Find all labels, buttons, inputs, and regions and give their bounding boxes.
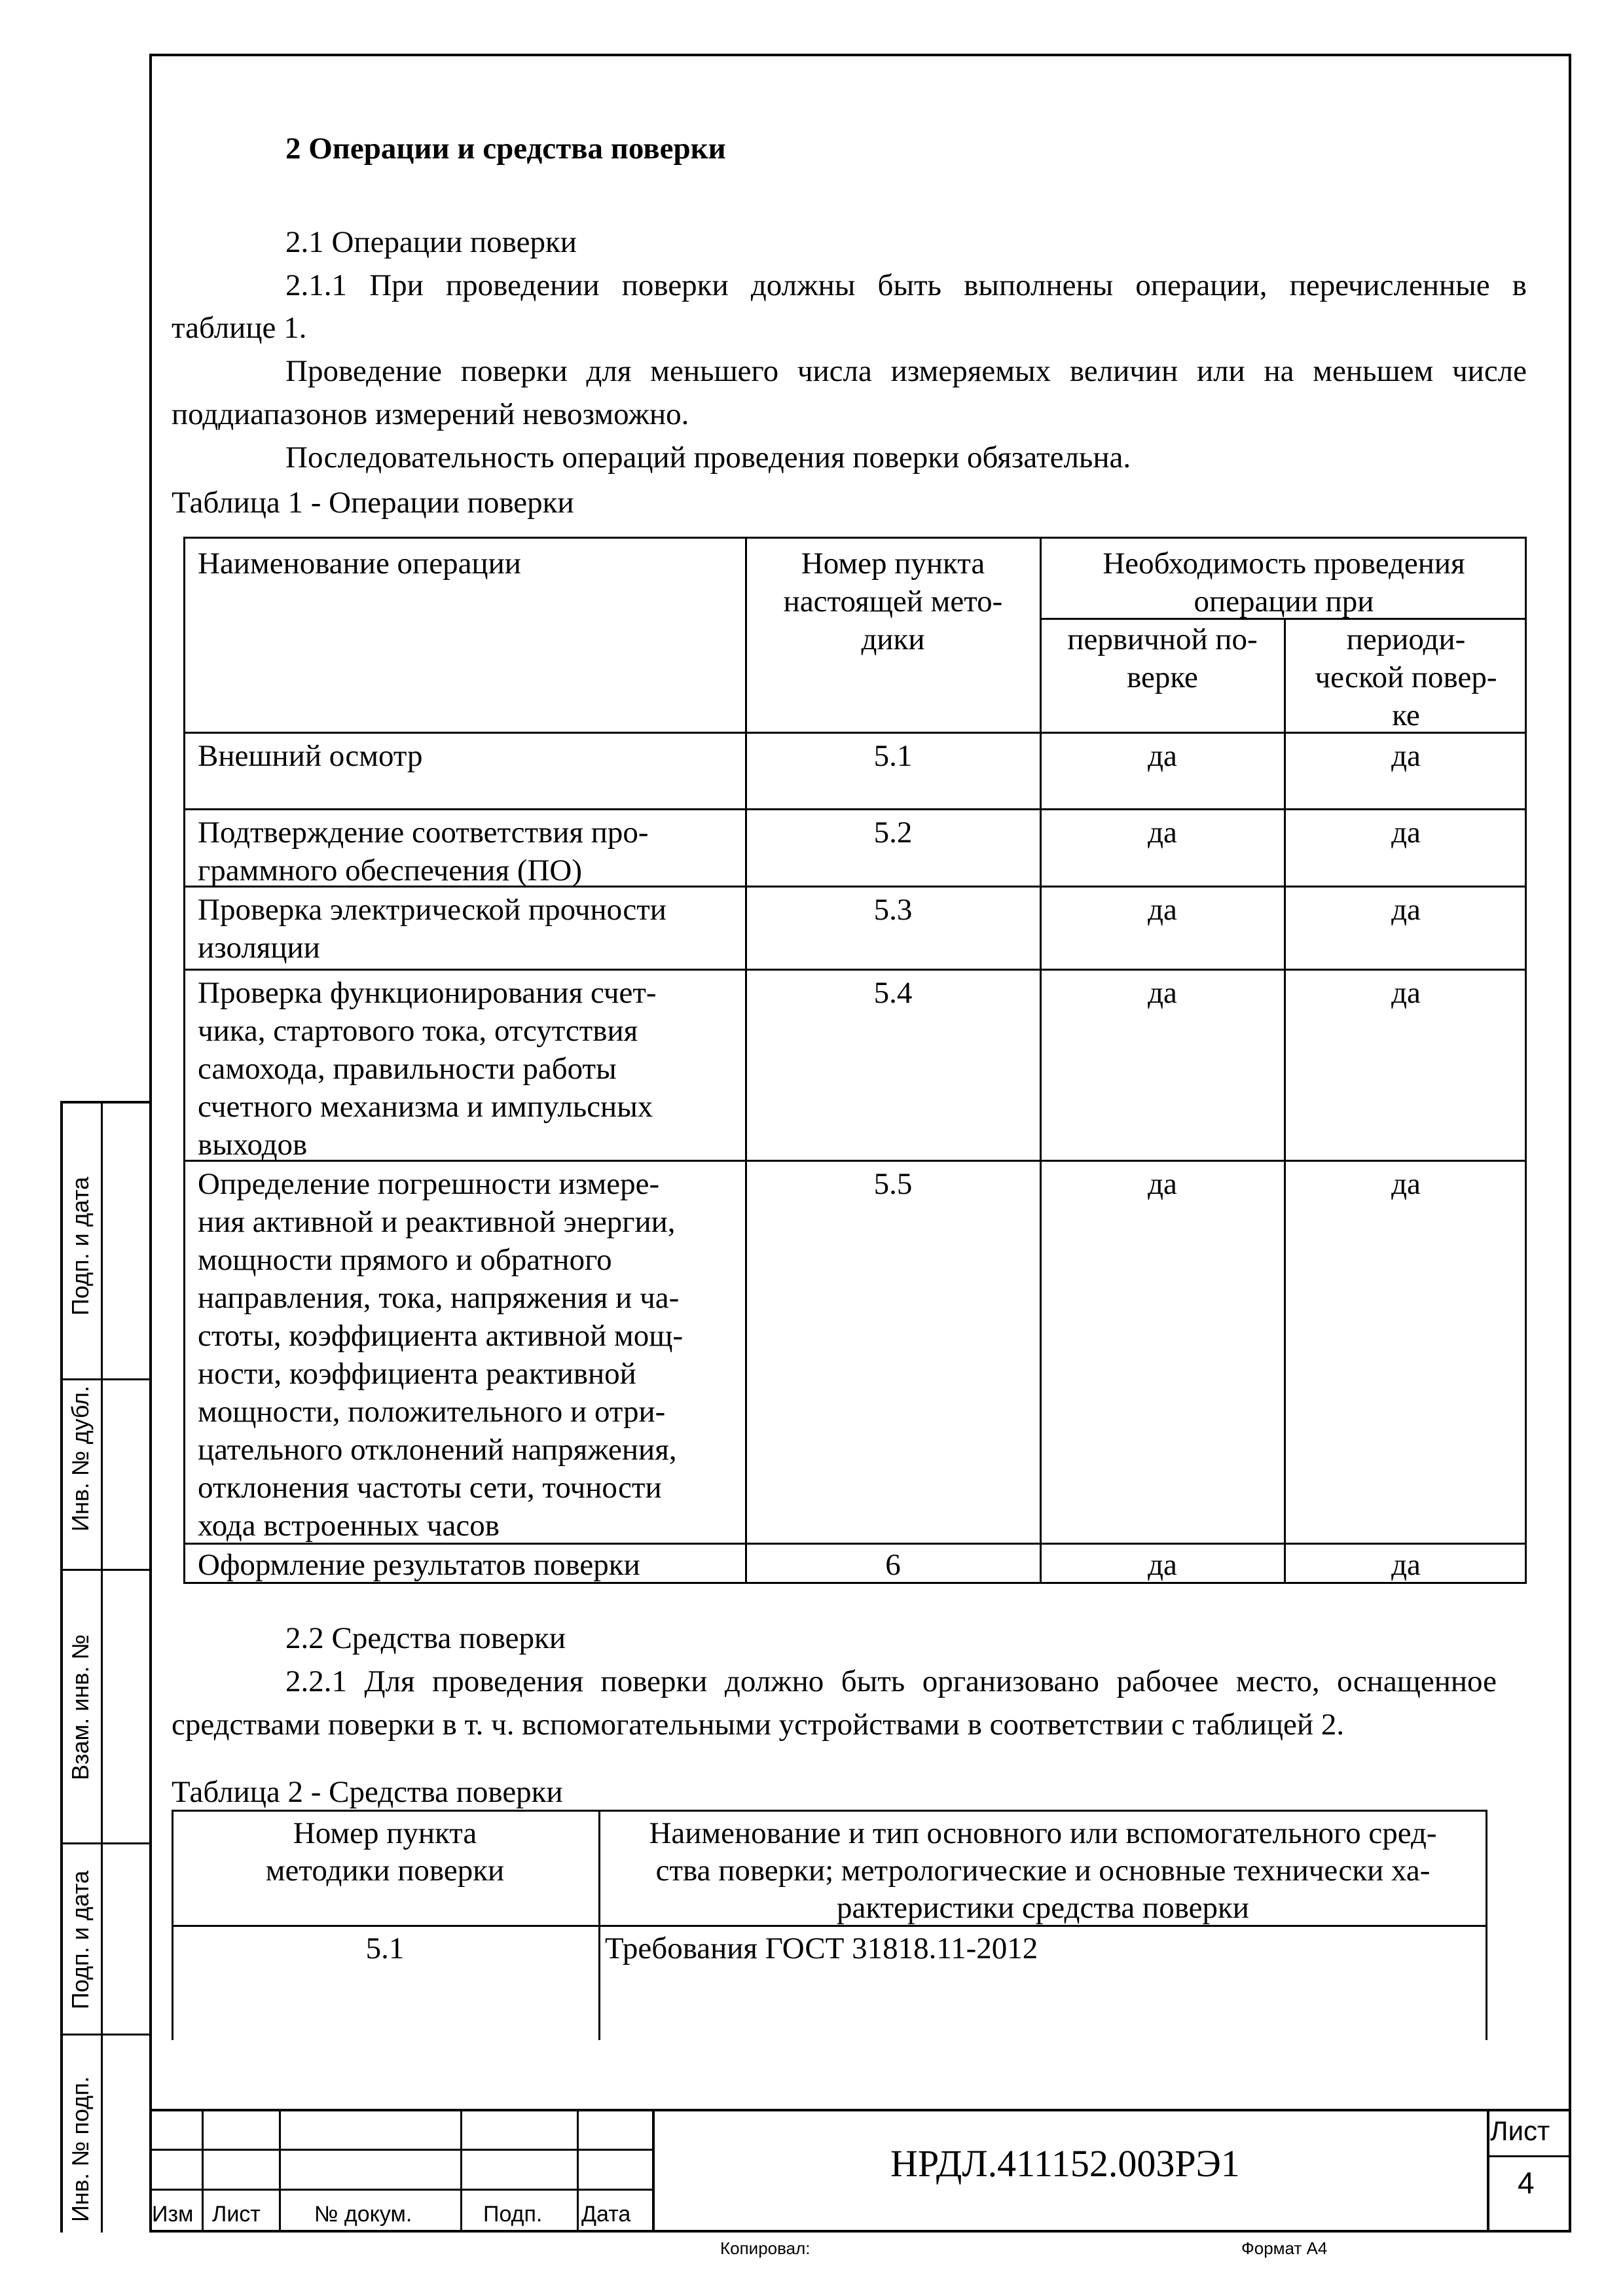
stamp-podp: Подп. bbox=[483, 2202, 543, 2227]
subsection-title: 2.1 Операции поверки bbox=[285, 225, 577, 259]
row-divider bbox=[183, 969, 1527, 971]
primary-check: да bbox=[1148, 739, 1177, 773]
periodic-check: да bbox=[1391, 976, 1421, 1010]
periodic-check: да bbox=[1391, 1548, 1421, 1582]
footer-format: Формат А4 bbox=[1241, 2238, 1328, 2258]
primary-check: да bbox=[1148, 1548, 1177, 1582]
operation-number: 5.1 bbox=[873, 739, 913, 773]
row-divider bbox=[172, 1810, 1487, 1812]
periodic-check: да bbox=[1391, 1167, 1421, 1201]
paragraph-line: поддиапазонов измерений невозможно. bbox=[172, 397, 689, 431]
paragraph-line: 2.1.1 При проведении поверки должны быть выполнены операции, перечисленные в bbox=[285, 268, 1527, 302]
section-heading: 2 Операции и средства поверки bbox=[285, 132, 726, 166]
primary-check: да bbox=[1148, 893, 1177, 927]
footer-copied: Копировал: bbox=[720, 2238, 811, 2258]
periodic-check: да bbox=[1391, 893, 1421, 927]
operations-table bbox=[183, 537, 1527, 1584]
operation-number: 5.4 bbox=[873, 976, 913, 1010]
table-caption: Таблица 1 - Операции поверки bbox=[172, 486, 574, 520]
periodic-check: да bbox=[1391, 816, 1421, 850]
sheet-label: Лист bbox=[1490, 2115, 1550, 2146]
paragraph-line: Последовательность операций проведения поверки обязательна. bbox=[285, 440, 1131, 475]
paragraph-line: средствами поверки в т. ч. вспомогательными устройствами в соответствии с таблицей 2. bbox=[172, 1708, 1345, 1742]
binding-label: Подп. и дата bbox=[67, 1176, 94, 1316]
operation-name: Подтверждение соответствия про- граммного обеспечения (ПО) bbox=[198, 816, 649, 888]
header-periodic: периоди- ческой повер- ке bbox=[1315, 622, 1497, 732]
header-primary: первичной по- верке bbox=[1067, 622, 1258, 694]
operation-name: Проверка функционирования счет- чика, стартового тока, отсутствия самохода, правильности работы счетного механизма и импульсных выходов bbox=[198, 976, 657, 1162]
stamp-doc: № докум. bbox=[314, 2202, 412, 2227]
paragraph-line: 2.2.1 Для проведения поверки должно быть организовано рабочее место, оснащенное bbox=[285, 1664, 1497, 1698]
operation-name: Оформление результатов поверки bbox=[198, 1548, 640, 1582]
table2-row-number: 5.1 bbox=[365, 1931, 405, 1965]
stamp-date: Дата bbox=[581, 2202, 631, 2227]
col-divider bbox=[745, 537, 747, 1584]
document-designation: НРДЛ.411152.003РЭ1 bbox=[890, 2142, 1240, 2185]
header-number: Номер пункта настоящей мето- дики bbox=[783, 547, 1003, 656]
operation-number: 5.2 bbox=[873, 816, 913, 850]
operation-number: 5.5 bbox=[873, 1167, 913, 1201]
table-caption: Таблица 2 - Средства поверки bbox=[172, 1775, 563, 1809]
table2-header-name: Наименование и тип основного или вспомогательного сред- ства поверки; метрологические и основные технически ха- рактеристики средства поверки bbox=[649, 1816, 1437, 1925]
binding-label: Взам. инв. № bbox=[67, 1634, 94, 1780]
binding-label: Инв. № подп. bbox=[67, 2076, 94, 2222]
col-divider bbox=[1486, 1810, 1487, 2040]
table2-row-text: Требования ГОСТ 31818.11-2012 bbox=[605, 1931, 1038, 1965]
header-necessity: Необходимость проведения операции при bbox=[1103, 547, 1465, 619]
primary-check: да bbox=[1148, 1167, 1177, 1201]
stamp-izm: Изм bbox=[152, 2202, 194, 2227]
operation-number: 6 bbox=[885, 1548, 901, 1582]
row-divider bbox=[183, 808, 1527, 810]
sheet-number: 4 bbox=[1518, 2166, 1535, 2200]
binding-label: Подп. и дата bbox=[67, 1870, 94, 2009]
operation-name: Внешний осмотр bbox=[198, 739, 423, 773]
tools-table bbox=[172, 1810, 1487, 2040]
binding-label: Инв. № дубл. bbox=[67, 1386, 94, 1532]
primary-check: да bbox=[1148, 976, 1177, 1010]
operation-number: 5.3 bbox=[873, 893, 913, 927]
operation-name: Проверка электрической прочности изоляции bbox=[198, 893, 666, 965]
periodic-check: да bbox=[1391, 739, 1421, 773]
paragraph-line: таблице 1. bbox=[172, 311, 307, 345]
paragraph-line: Проведение поверки для меньшего числа измеряемых величин или на меньшем числе bbox=[285, 354, 1527, 388]
table2-header-number: Номер пункта методики поверки bbox=[265, 1816, 505, 1888]
stamp-list: Лист bbox=[212, 2202, 261, 2227]
subsection-title: 2.2 Средства поверки bbox=[285, 1621, 566, 1655]
primary-check: да bbox=[1148, 816, 1177, 850]
header-operation: Наименование операции bbox=[198, 547, 521, 581]
operation-name: Определение погрешности измере- ния активной и реактивной энергии, мощности прямого и обратного направления, тока, напряжения и ча- стоты, коэффициента активной мощ- ности, коэффициента реактивной мощности, положительного и отри- цательного отклонений напряжения, отклонения частоты сети, точности хода встроенных часов bbox=[198, 1167, 684, 1543]
